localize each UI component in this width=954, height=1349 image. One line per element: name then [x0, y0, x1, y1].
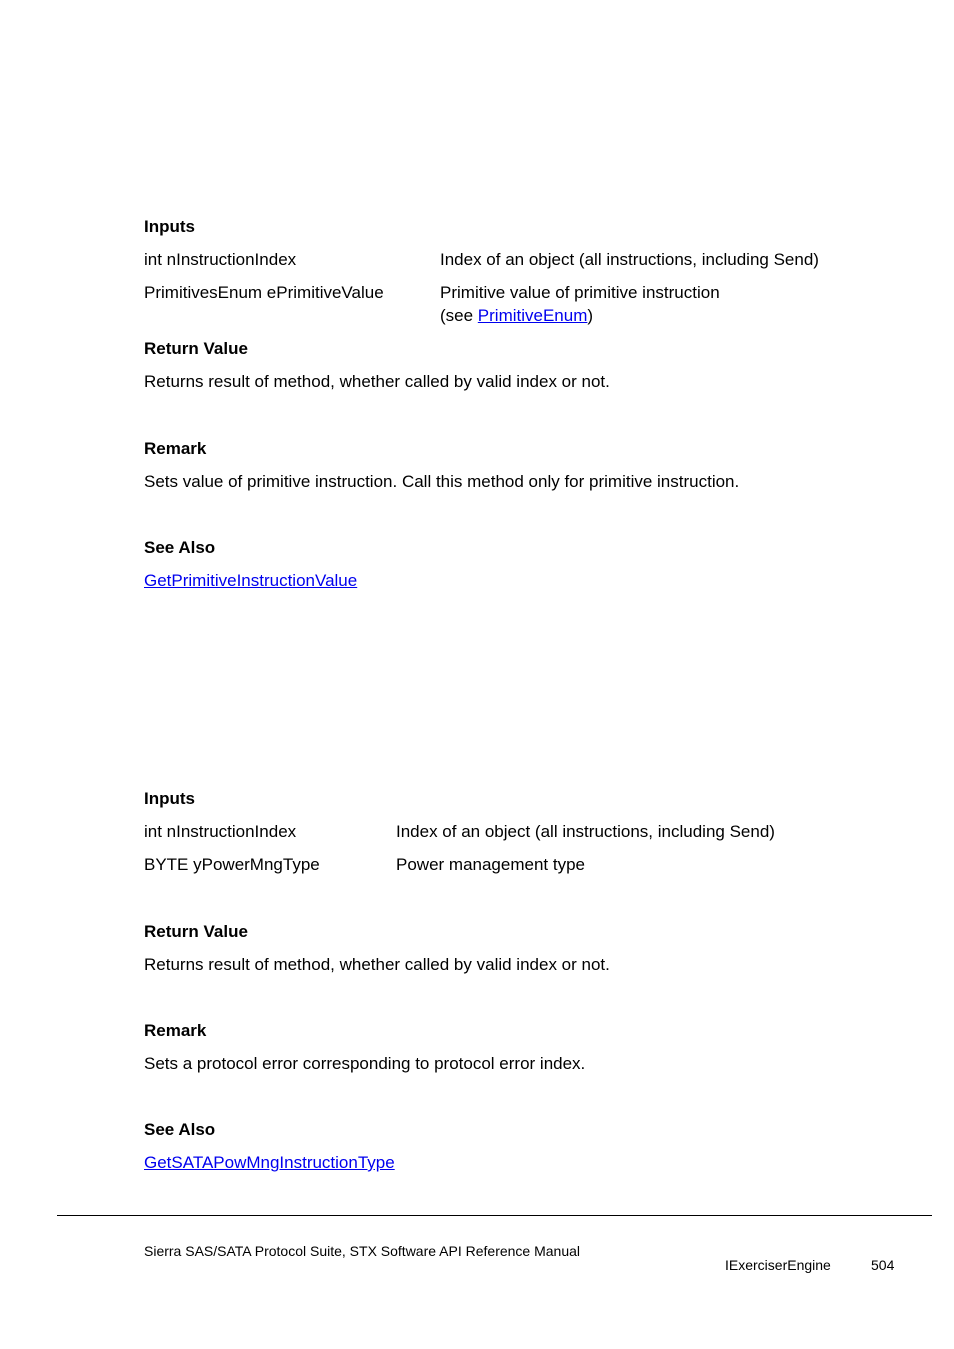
- remark-heading: Remark: [144, 1021, 207, 1040]
- param-name: BYTE yPowerMngType: [144, 855, 320, 874]
- remark-heading: Remark: [144, 439, 207, 458]
- footer-title: Sierra SAS/SATA Protocol Suite, STX Software API Reference Manual: [144, 1243, 581, 1259]
- return-value-text: Returns result of method, whether called by valid index or not.: [144, 955, 610, 974]
- param-desc: Power management type: [396, 855, 585, 874]
- remark-text: Sets value of primitive instruction. Call this method only for primitive instruction.: [144, 472, 740, 491]
- footer-section: IExerciserEngine: [725, 1257, 831, 1273]
- footer-divider: [57, 1215, 932, 1216]
- primitive-enum-link[interactable]: PrimitiveEnum: [477, 306, 588, 325]
- inputs-heading: Inputs: [144, 217, 195, 236]
- inputs-heading: Inputs: [144, 789, 195, 808]
- see-suffix: ): [587, 306, 594, 325]
- param-desc-see: [440, 306, 593, 326]
- param-desc: Primitive value of primitive instruction: [440, 283, 720, 302]
- param-name: int nInstructionIndex: [144, 250, 297, 269]
- param-desc: Index of an object (all instructions, including Send): [440, 250, 819, 269]
- see-also-heading: See Also: [144, 538, 216, 557]
- param-name: PrimitivesEnum ePrimitiveValue: [144, 283, 384, 302]
- return-value-heading: Return Value: [144, 922, 248, 941]
- see-also-heading: See Also: [144, 1120, 216, 1139]
- return-value-text: Returns result of method, whether called by valid index or not.: [144, 372, 610, 391]
- param-desc: Index of an object (all instructions, including Send): [396, 822, 775, 841]
- see-prefix: (see: [440, 306, 478, 325]
- see-also-link[interactable]: GetSATAPowMngInstructionType: [144, 1153, 395, 1172]
- param-name: int nInstructionIndex: [144, 822, 297, 841]
- remark-text: Sets a protocol error corresponding to protocol error index.: [144, 1054, 586, 1073]
- see-also-link[interactable]: GetPrimitiveInstructionValue: [144, 571, 358, 590]
- page-number: 504: [871, 1257, 895, 1273]
- return-value-heading: Return Value: [144, 339, 248, 358]
